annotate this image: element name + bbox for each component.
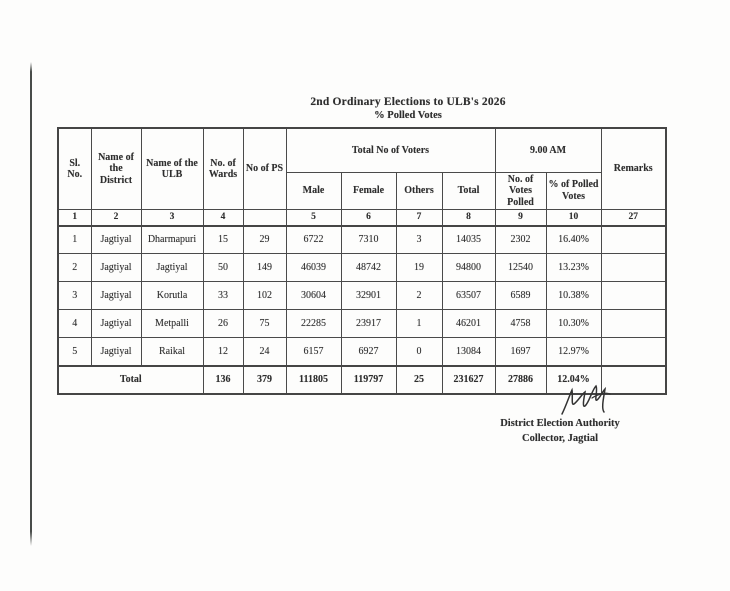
- table-row: [58, 254, 666, 282]
- total-ps: 379: [243, 366, 286, 394]
- total-others: 25: [396, 366, 442, 394]
- scan-edge-line: [30, 62, 32, 546]
- col-num: 6: [341, 210, 396, 226]
- cell-ulb: Jagtiyal: [141, 254, 203, 282]
- cell-total: 13084: [442, 338, 495, 366]
- cell-total: 63507: [442, 282, 495, 310]
- cell-remarks: [601, 310, 666, 338]
- header-time-group: 9.00 AM: [495, 128, 601, 172]
- cell-ps: 75: [243, 310, 286, 338]
- cell-district: Jagtiyal: [91, 310, 141, 338]
- cell-pct: 13.23%: [546, 254, 601, 282]
- table-row: [58, 338, 666, 366]
- cell-pct: 16.40%: [546, 226, 601, 254]
- signature-title: District Election Authority: [500, 418, 620, 429]
- cell-wards: 26: [203, 310, 243, 338]
- cell-votes: 6589: [495, 282, 546, 310]
- cell-total: 94800: [442, 254, 495, 282]
- cell-wards: 33: [203, 282, 243, 310]
- cell-district: Jagtiyal: [91, 282, 141, 310]
- total-voters: 231627: [442, 366, 495, 394]
- cell-remarks: [601, 282, 666, 310]
- cell-ps: 149: [243, 254, 286, 282]
- cell-male: 46039: [286, 254, 341, 282]
- cell-votes: 4758: [495, 310, 546, 338]
- column-number-row: [58, 210, 666, 226]
- cell-others: 3: [396, 226, 442, 254]
- col-num: 5: [286, 210, 341, 226]
- header-male: Male: [286, 172, 341, 210]
- cell-ps: 29: [243, 226, 286, 254]
- cell-pct: 12.97%: [546, 338, 601, 366]
- signature-block: [470, 384, 650, 446]
- col-num: [243, 210, 286, 226]
- col-num: 9: [495, 210, 546, 226]
- cell-sl: 3: [58, 282, 91, 310]
- cell-others: 0: [396, 338, 442, 366]
- cell-total: 14035: [442, 226, 495, 254]
- total-female: 119797: [341, 366, 396, 394]
- cell-sl: 5: [58, 338, 91, 366]
- header-votes-polled: No. of Votes Polled: [495, 172, 546, 210]
- signature-role: Collector, Jagtial: [521, 433, 598, 445]
- cell-ulb: Korutla: [141, 282, 203, 310]
- header-pct-polled: % of Polled Votes: [546, 172, 601, 210]
- cell-female: 7310: [341, 226, 396, 254]
- cell-others: 1: [396, 310, 442, 338]
- header-remarks: Remarks: [601, 128, 666, 210]
- cell-ulb: Raikal: [141, 338, 203, 366]
- signature-scribble: [558, 384, 618, 420]
- cell-ulb: Dharmapuri: [141, 226, 203, 254]
- total-pct: 12.04%: [546, 366, 601, 394]
- document-title: 2nd Ordinary Elections to ULB's 2026: [310, 96, 506, 108]
- header-sl-no: Sl. No.: [58, 128, 91, 210]
- col-num: 10: [546, 210, 601, 226]
- cell-sl: 1: [58, 226, 91, 254]
- cell-remarks: [601, 254, 666, 282]
- polled-votes-table: [57, 127, 667, 395]
- header-ulb: Name of the ULB: [141, 128, 203, 210]
- col-num: 4: [203, 210, 243, 226]
- header-total: Total: [442, 172, 495, 210]
- cell-wards: 15: [203, 226, 243, 254]
- col-num: 1: [58, 210, 91, 226]
- cell-male: 6722: [286, 226, 341, 254]
- header-female: Female: [341, 172, 396, 210]
- cell-male: 30604: [286, 282, 341, 310]
- cell-votes: 12540: [495, 254, 546, 282]
- cell-ps: 102: [243, 282, 286, 310]
- table-row: [58, 310, 666, 338]
- cell-sl: 2: [58, 254, 91, 282]
- cell-votes: 1697: [495, 338, 546, 366]
- table-row: [58, 226, 666, 254]
- header-wards: No. of Wards: [203, 128, 243, 210]
- total-label: Total: [58, 366, 203, 394]
- col-num: 2: [91, 210, 141, 226]
- cell-district: Jagtiyal: [91, 338, 141, 366]
- header-others: Others: [396, 172, 442, 210]
- cell-sl: 4: [58, 310, 91, 338]
- col-num: 7: [396, 210, 442, 226]
- cell-wards: 12: [203, 338, 243, 366]
- cell-district: Jagtiyal: [91, 254, 141, 282]
- total-votes-polled: 27886: [495, 366, 546, 394]
- cell-pct: 10.30%: [546, 310, 601, 338]
- cell-votes: 2302: [495, 226, 546, 254]
- col-num: 3: [141, 210, 203, 226]
- cell-remarks: [601, 338, 666, 366]
- total-wards: 136: [203, 366, 243, 394]
- cell-district: Jagtiyal: [91, 226, 141, 254]
- cell-wards: 50: [203, 254, 243, 282]
- cell-male: 6157: [286, 338, 341, 366]
- cell-ulb: Metpalli: [141, 310, 203, 338]
- header-total-voters-group: Total No of Voters: [286, 128, 495, 172]
- document-subtitle: % Polled Votes: [374, 110, 442, 121]
- header-ps: No of PS: [243, 128, 286, 210]
- col-num: 27: [601, 210, 666, 226]
- cell-ps: 24: [243, 338, 286, 366]
- col-num: 8: [442, 210, 495, 226]
- header-row-groups: [58, 128, 666, 172]
- cell-total: 46201: [442, 310, 495, 338]
- cell-others: 19: [396, 254, 442, 282]
- cell-male: 22285: [286, 310, 341, 338]
- cell-female: 6927: [341, 338, 396, 366]
- cell-remarks: [601, 226, 666, 254]
- cell-female: 48742: [341, 254, 396, 282]
- cell-pct: 10.38%: [546, 282, 601, 310]
- cell-female: 23917: [341, 310, 396, 338]
- cell-others: 2: [396, 282, 442, 310]
- header-district: Name of the District: [91, 128, 141, 210]
- table-row: [58, 282, 666, 310]
- total-male: 111805: [286, 366, 341, 394]
- cell-female: 32901: [341, 282, 396, 310]
